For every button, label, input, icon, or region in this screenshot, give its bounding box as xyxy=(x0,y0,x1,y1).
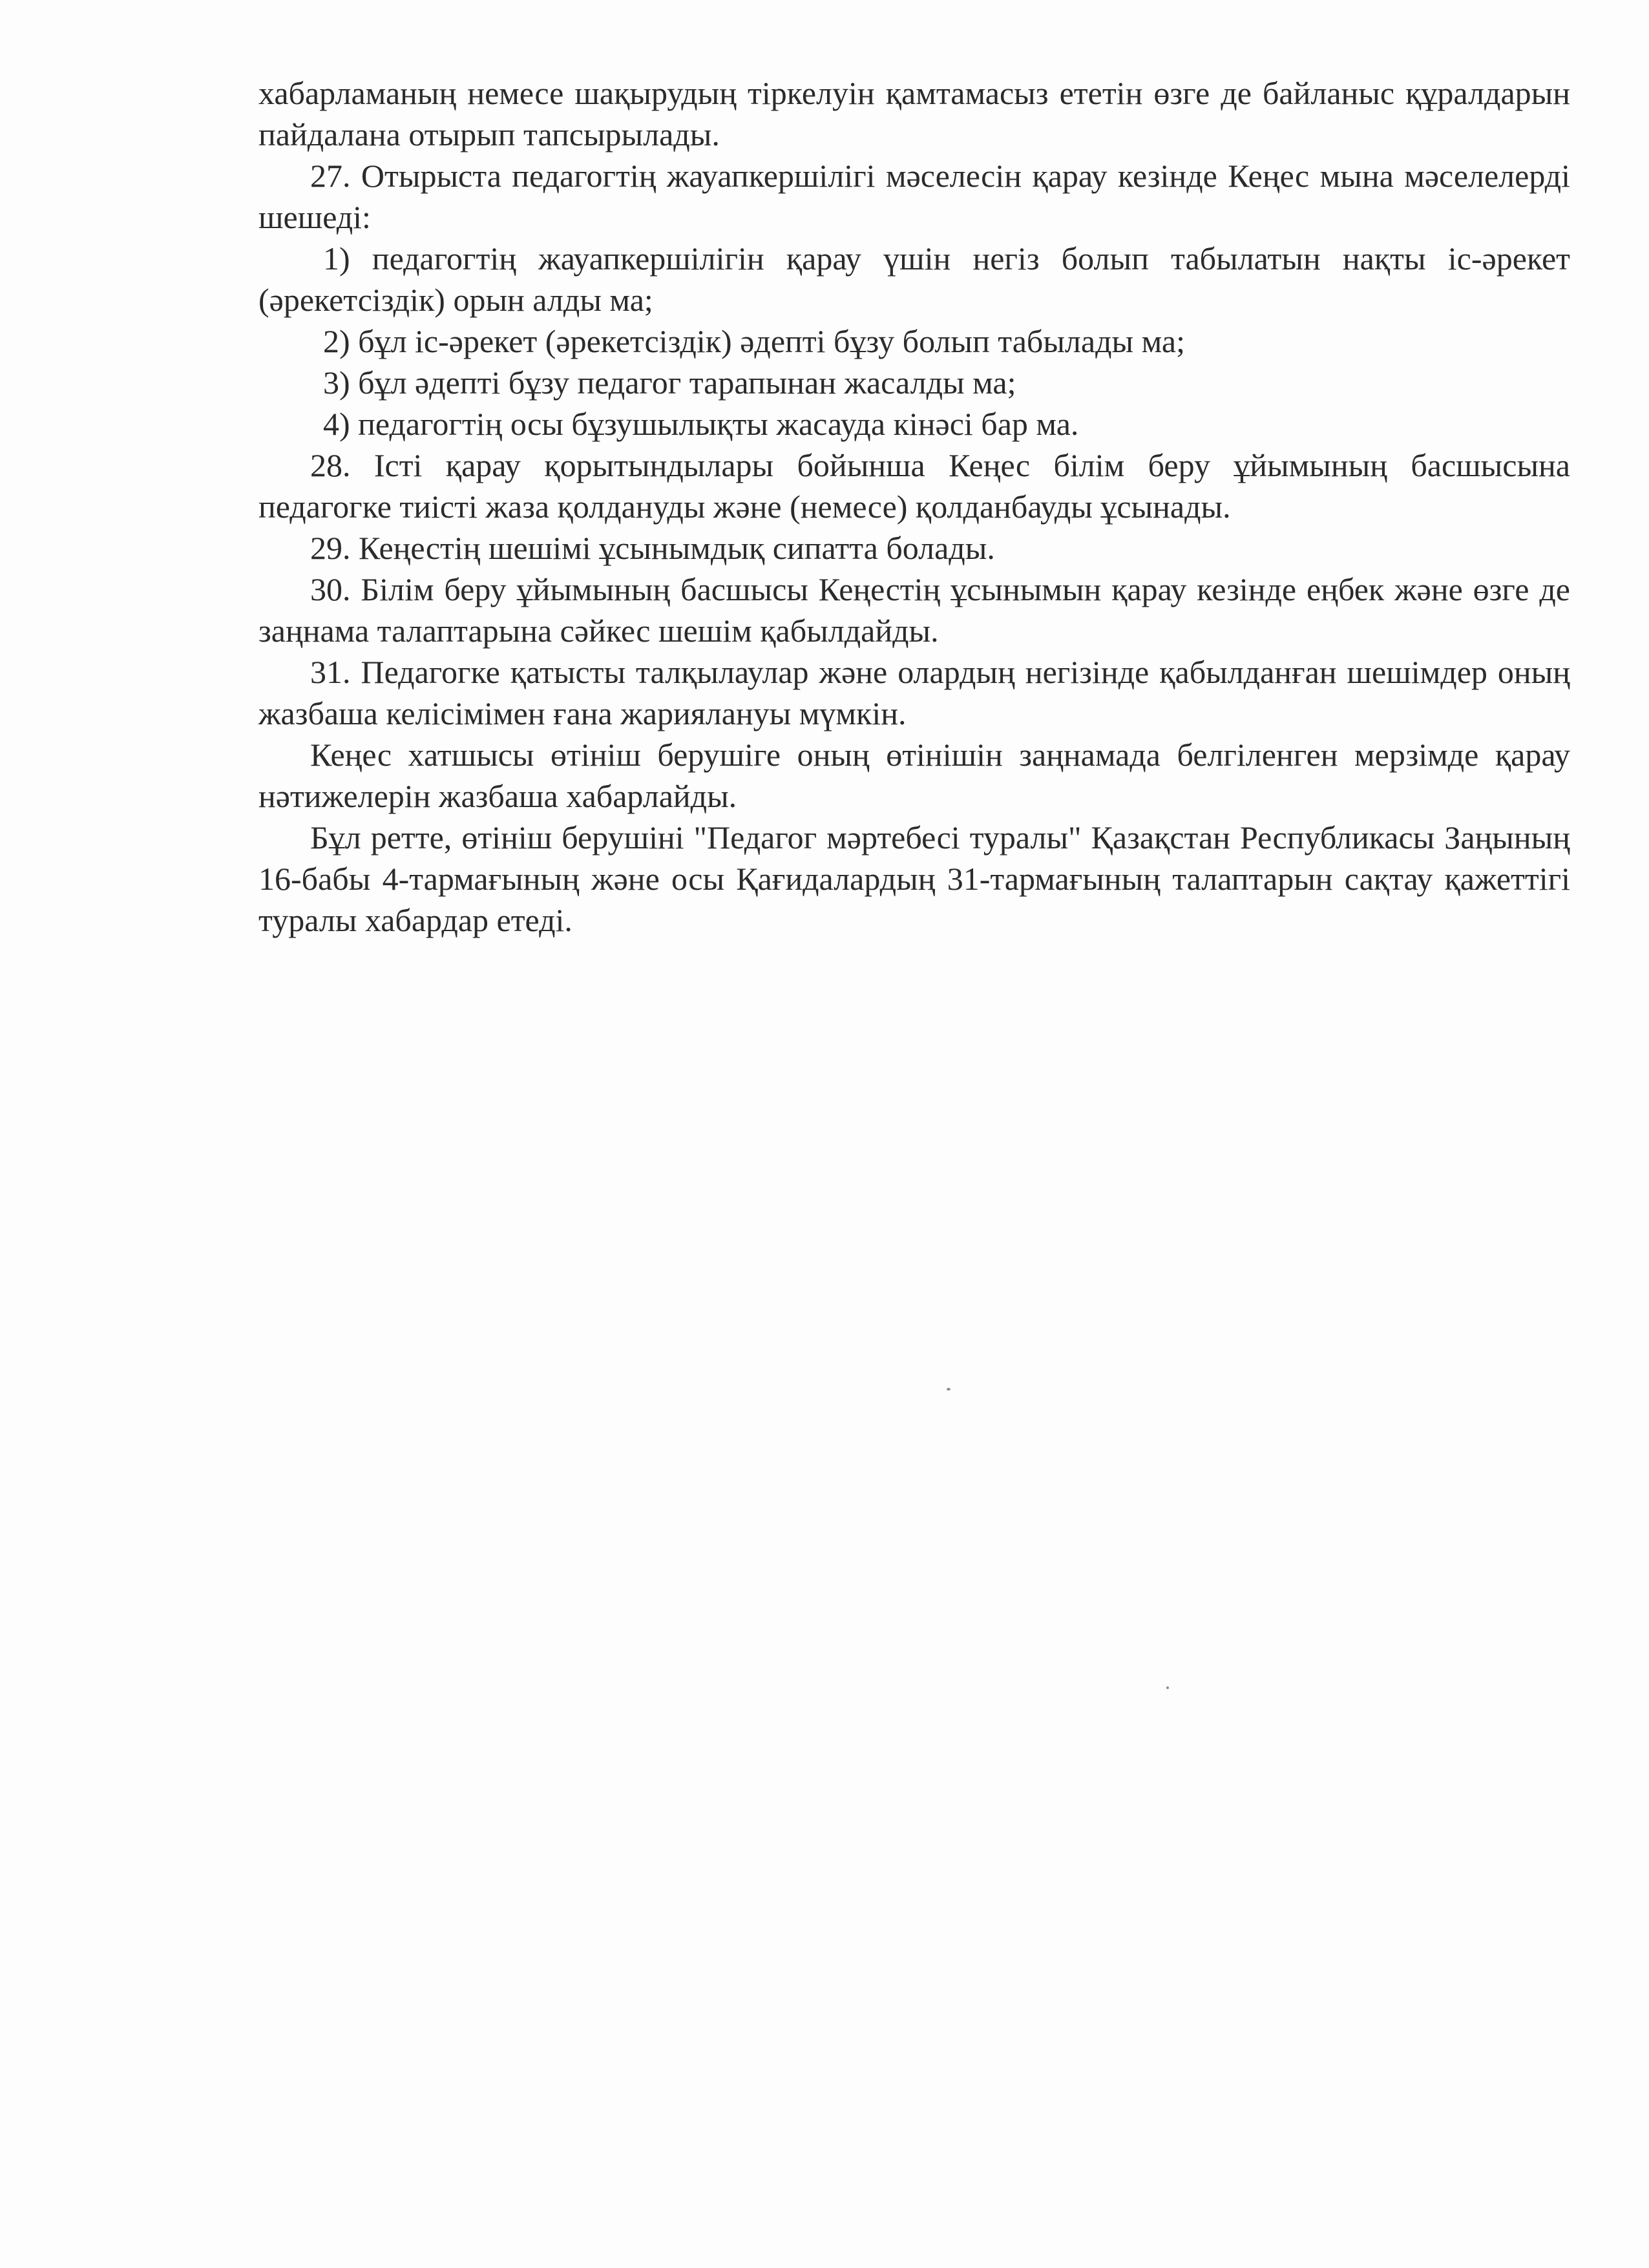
paragraph-31: 31. Педагогке қатысты талқылаулар және олардың негізінде қабылданған шешімдер оның жазбаша келісімімен ғана жариялануы мүмкін. xyxy=(258,654,1570,731)
paragraph-28: 28. Істі қарау қорытындылары бойынша Кеңес білім беру ұйымының басшысына педагогке тиісті жаза қолдануды және (немесе) қолданбауды ұсынады. xyxy=(258,447,1570,525)
paragraph-notice: Бұл ретте, өтініш берушіні "Педагог мәртебесі туралы" Қазақстан Республикасы Заңының 16-бабы 4-тармағының және осы Қағидалардың 31-тармағының талаптарын сақтау қажеттігі туралы хабардар етеді. xyxy=(258,819,1570,938)
list-item-4: 4) педагогтің осы бұзушылықты жасауда кінәсі бар ма. xyxy=(323,406,1079,442)
scan-speck xyxy=(1166,1686,1169,1689)
paragraph-continuation: хабарламаның немесе шақырудың тіркелуін қамтамасыз ететін өзге де байланыс құралдарын пайдалана отырып тапсырылады. xyxy=(258,75,1570,152)
paragraph-27: 27. Отырыста педагогтің жауапкершілігі мәселесін қарау кезінде Кеңес мына мәселелерді шешеді: xyxy=(258,158,1570,235)
paragraph-secretary: Кеңес хатшысы өтініш берушіге оның өтінішін заңнамада белгіленген мерзімде қарау нәтижелерін жазбаша хабарлайды. xyxy=(258,737,1570,814)
document-body xyxy=(258,72,1570,941)
scan-speck xyxy=(947,1388,951,1391)
list-item-2: 2) бұл іс-әрекет (әрекетсіздік) әдепті бұзу болып табылады ма; xyxy=(323,323,1185,359)
paragraph-29: 29. Кеңестің шешімі ұсынымдық сипатта болады. xyxy=(310,530,995,566)
list-item-1: 1) педагогтің жауапкершілігін қарау үшін негіз болып табылатын нақты іс-әрекет (әрекетсіздік) орын алды ма; xyxy=(258,240,1570,318)
list-item-3: 3) бұл әдепті бұзу педагог тарапынан жасалды ма; xyxy=(323,364,1016,401)
paragraph-30: 30. Білім беру ұйымының басшысы Кеңестің ұсынымын қарау кезінде еңбек және өзге де заңнама талаптарына сәйкес шешім қабылдайды. xyxy=(258,571,1570,649)
